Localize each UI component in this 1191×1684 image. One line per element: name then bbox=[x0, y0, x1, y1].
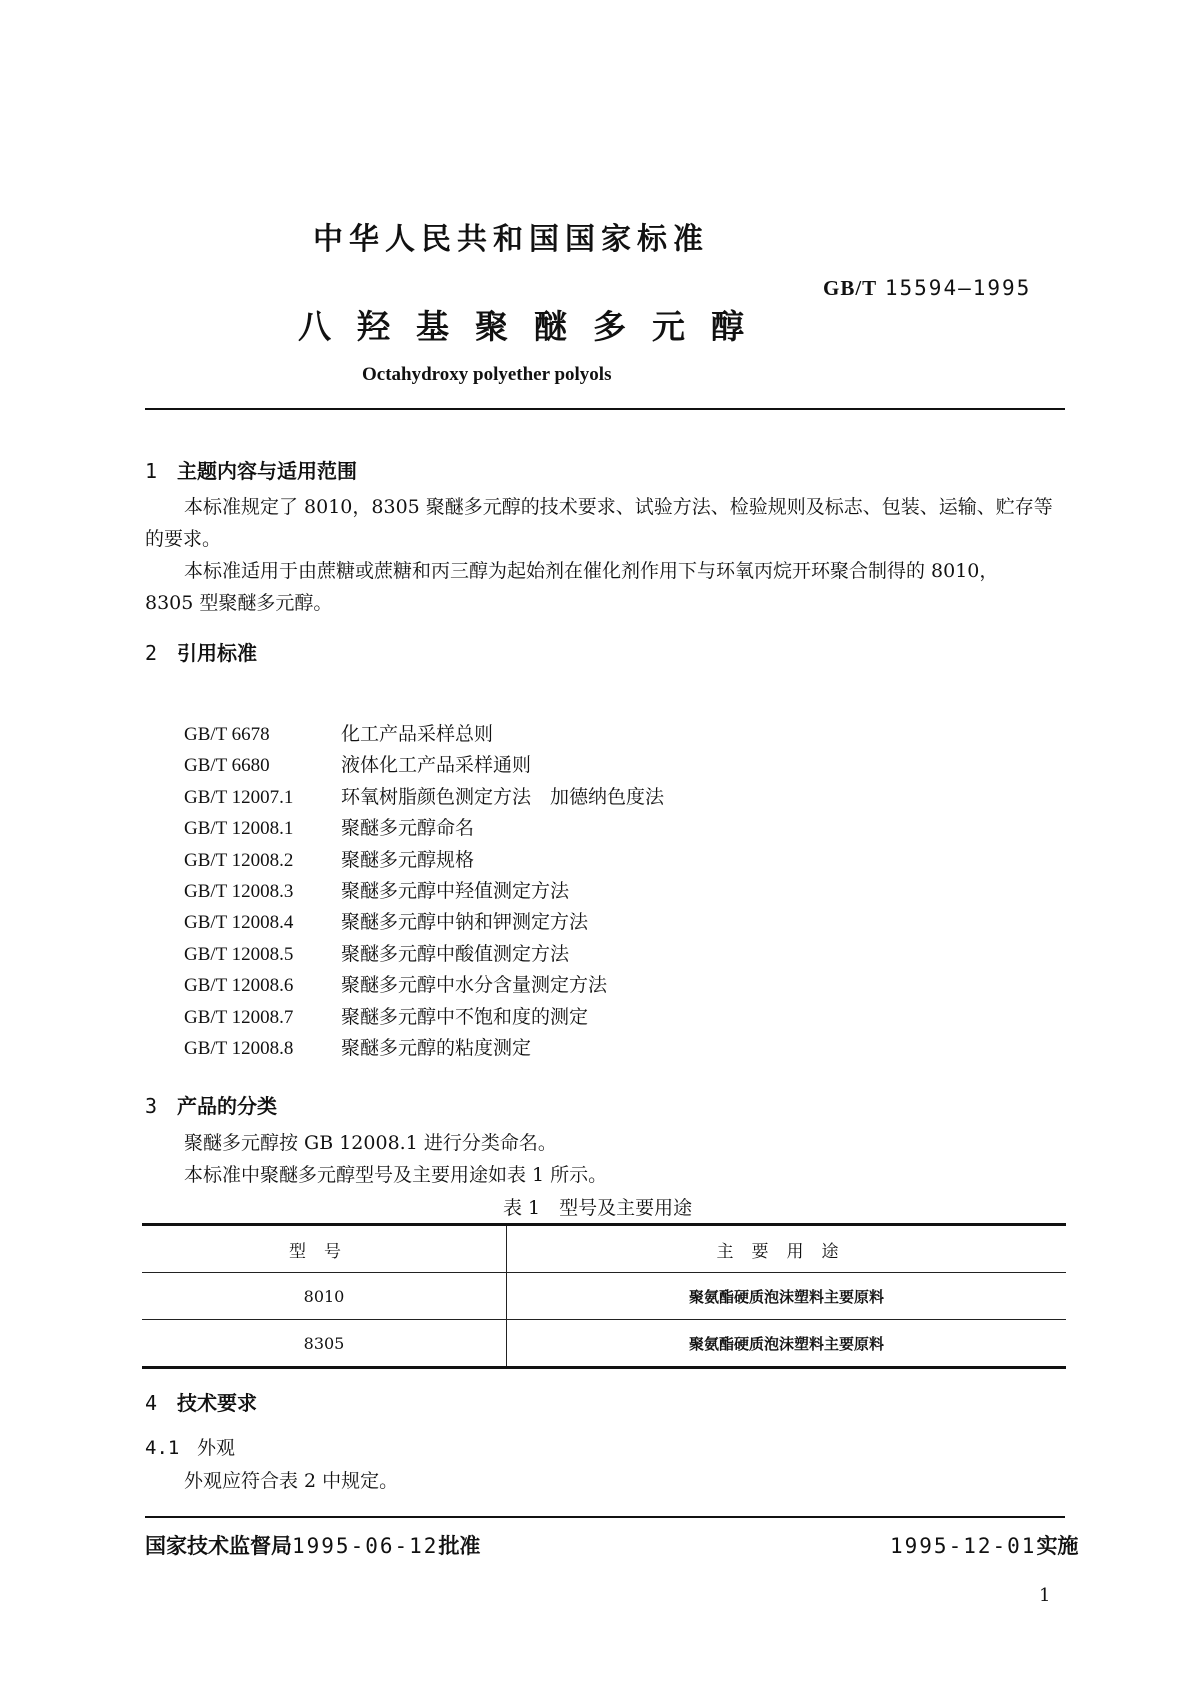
effective-date: 1995-12-01 bbox=[890, 1534, 1037, 1558]
section-2-heading bbox=[145, 637, 257, 666]
reference-item bbox=[184, 970, 664, 1001]
reference-item bbox=[184, 876, 664, 907]
reference-item bbox=[184, 939, 664, 970]
section-number: 4 bbox=[145, 1391, 158, 1415]
reference-code: GB/T 12008.7 bbox=[184, 1006, 294, 1028]
reference-name: 聚醚多元醇中酸值测定方法 bbox=[341, 942, 570, 965]
standard-prefix: GB/T bbox=[823, 276, 878, 300]
paragraph-line: 本标准规定了 8010，8305 聚醚多元醇的技术要求、试验方法、检验规则及标志、包装、运输、贮存等 bbox=[184, 496, 1053, 518]
subsection-heading bbox=[145, 1432, 235, 1464]
subsection-number: 4.1 bbox=[145, 1437, 180, 1459]
section-title: 技术要求 bbox=[177, 1391, 257, 1415]
table-header-cell: 型号 bbox=[142, 1225, 507, 1273]
paragraph-line: 8305 型聚醚多元醇。 bbox=[145, 592, 333, 614]
footer-divider bbox=[145, 1516, 1065, 1518]
section-1-heading bbox=[145, 455, 357, 484]
standard-number: 15594—1995 bbox=[884, 276, 1032, 300]
document-title-english: Octahydroxy polyether polyols bbox=[362, 364, 612, 385]
reference-name: 液体化工产品采样通则 bbox=[341, 754, 532, 777]
reference-code: GB/T 12008.6 bbox=[184, 975, 294, 997]
model-usage-table bbox=[142, 1223, 1066, 1369]
table-header-cell: 主要用途 bbox=[507, 1225, 1067, 1273]
section-title: 主题内容与适用范围 bbox=[177, 459, 357, 483]
paragraph-line: 聚醚多元醇按 GB 12008.1 进行分类命名。 bbox=[184, 1132, 557, 1154]
reference-name: 化工产品采样总则 bbox=[341, 723, 494, 745]
reference-list bbox=[184, 719, 664, 1064]
table-cell: 聚氨酯硬质泡沫塑料主要原料 bbox=[507, 1273, 1067, 1320]
reference-name: 聚醚多元醇中羟值测定方法 bbox=[341, 879, 570, 902]
reference-code: GB/T 12007.1 bbox=[184, 786, 294, 808]
table-cell: 聚氨酯硬质泡沫塑料主要原料 bbox=[507, 1320, 1067, 1368]
reference-name: 聚醚多元醇中不饱和度的测定 bbox=[341, 1005, 589, 1028]
subsection-title: 外观 bbox=[197, 1437, 236, 1459]
table-header-row bbox=[142, 1225, 1066, 1273]
section-number: 3 bbox=[145, 1094, 158, 1118]
reference-name: 聚醚多元醇中水分含量测定方法 bbox=[341, 974, 608, 997]
reference-item bbox=[184, 1033, 664, 1064]
reference-item bbox=[184, 845, 664, 876]
reference-item bbox=[184, 907, 664, 938]
reference-item bbox=[184, 750, 664, 781]
standard-code bbox=[823, 276, 1031, 301]
header-divider bbox=[145, 408, 1065, 410]
section-number: 1 bbox=[145, 459, 158, 483]
reference-name: 环氧树脂颜色测定方法 加德纳色度法 bbox=[341, 785, 665, 808]
table-cell: 8305 bbox=[142, 1320, 507, 1368]
paragraph-line: 外观应符合表 2 中规定。 bbox=[184, 1470, 399, 1492]
section-title: 引用标准 bbox=[177, 641, 257, 665]
paragraph-line: 本标准适用于由蔗糖或蔗糖和丙三醇为起始剂在催化剂作用下与环氧丙烷开环聚合制得的 8010， bbox=[184, 560, 999, 582]
table-caption: 表 1 型号及主要用途 bbox=[503, 1197, 693, 1219]
reference-code: GB/T 6680 bbox=[184, 755, 270, 777]
paragraph-line: 的要求。 bbox=[145, 528, 222, 550]
reference-name: 聚醚多元醇中钠和钾测定方法 bbox=[341, 911, 589, 934]
reference-code: GB/T 12008.2 bbox=[184, 849, 294, 871]
reference-code: GB/T 12008.8 bbox=[184, 1037, 294, 1059]
reference-code: GB/T 12008.1 bbox=[184, 818, 294, 840]
table-row bbox=[142, 1320, 1066, 1368]
reference-item bbox=[184, 782, 664, 813]
reference-name: 聚醚多元醇命名 bbox=[341, 817, 475, 840]
effective-line bbox=[890, 1530, 1078, 1560]
reference-item bbox=[184, 719, 664, 750]
approval-line bbox=[145, 1530, 480, 1560]
section-3-heading bbox=[145, 1090, 277, 1119]
table-row bbox=[142, 1273, 1066, 1320]
approve-label: 批准 bbox=[438, 1534, 481, 1558]
national-standard-title: 中华人民共和国国家标准 bbox=[313, 222, 709, 257]
approve-date: 1995-06-12 bbox=[292, 1534, 439, 1558]
document-title: 八羟基聚醚多元醇 bbox=[298, 307, 770, 346]
reference-item bbox=[184, 1002, 664, 1033]
reference-code: GB/T 12008.3 bbox=[184, 880, 294, 902]
section-4-heading bbox=[145, 1387, 257, 1416]
paragraph-line: 本标准中聚醚多元醇型号及主要用途如表 1 所示。 bbox=[184, 1164, 608, 1186]
reference-code: GB/T 12008.4 bbox=[184, 912, 294, 934]
reference-name: 聚醚多元醇的粘度测定 bbox=[341, 1036, 532, 1059]
section-number: 2 bbox=[145, 641, 158, 665]
effective-label: 实施 bbox=[1036, 1534, 1079, 1558]
reference-code: GB/T 6678 bbox=[184, 724, 270, 745]
reference-item bbox=[184, 813, 664, 844]
issuer: 国家技术监督局 bbox=[145, 1534, 292, 1558]
table-cell: 8010 bbox=[142, 1273, 507, 1320]
section-title: 产品的分类 bbox=[177, 1094, 277, 1118]
reference-name: 聚醚多元醇规格 bbox=[341, 848, 475, 871]
reference-code: GB/T 12008.5 bbox=[184, 943, 294, 965]
page-number: 1 bbox=[1039, 1585, 1051, 1606]
